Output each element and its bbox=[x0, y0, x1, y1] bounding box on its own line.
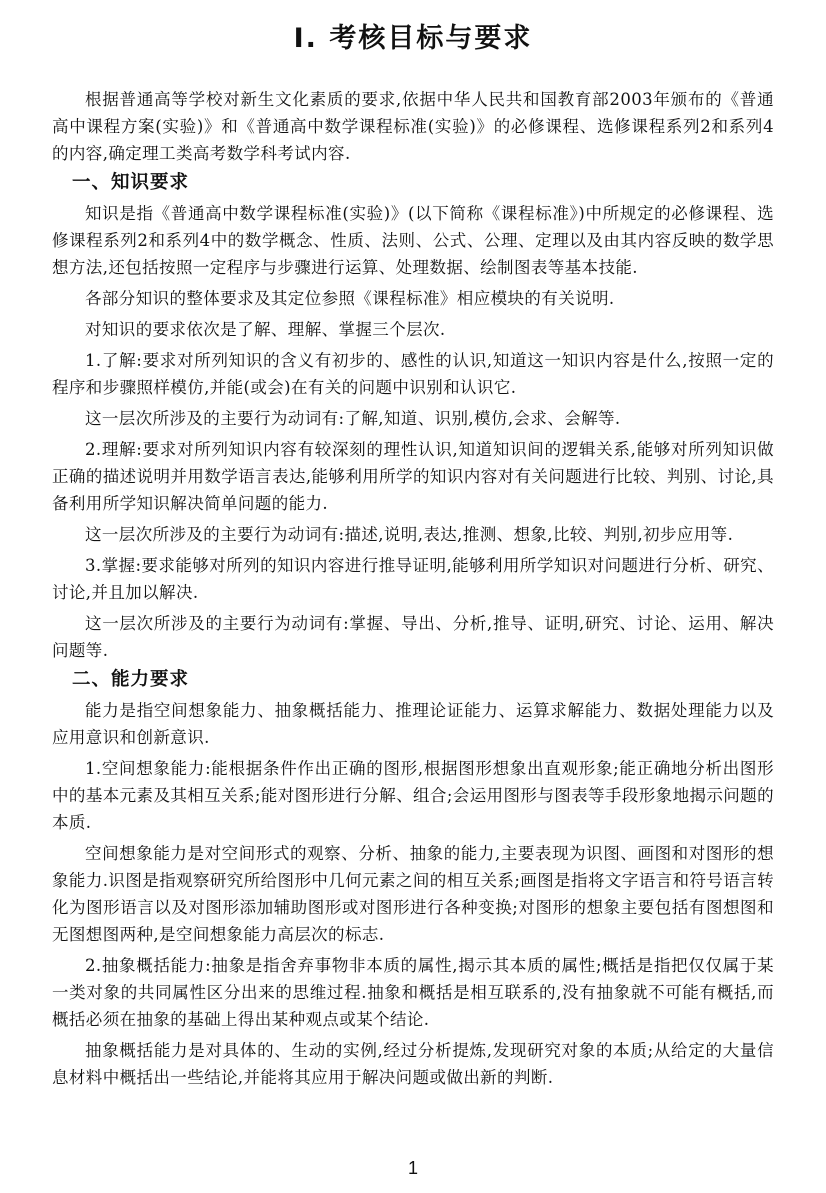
knowledge-reference-paragraph: 各部分知识的整体要求及其定位参照《课程标准》相应模块的有关说明. bbox=[85, 289, 615, 308]
level-master-paragraph: 3.掌握:要求能够对所列的知识内容进行推导证明,能够利用所学知识对问题进行分析、研究、讨论,并且加以解决. bbox=[52, 556, 774, 602]
intro-paragraph: 根据普通高等学校对新生文化素质的要求,依据中华人民共和国教育部2003年颁布的《普通高中课程方案(实验)》和《普通高中数学课程标准(实验)》的必修课程、选修课程系列2和系列4的内容,确定理工类高考数学科考试内容. bbox=[52, 90, 774, 163]
abstraction-ability-detail-paragraph: 抽象概括能力是对具体的、生动的实例,经过分析提炼,发现研究对象的本质;从给定的大量信息材料中概括出一些结论,并能将其应用于解决问题或做出新的判断. bbox=[52, 1041, 774, 1087]
spatial-ability-detail-paragraph: 空间想象能力是对空间形式的观察、分析、抽象的能力,主要表现为识图、画图和对图形的想象能力.识图是指观察研究所给图形中几何元素之间的相互关系;画图是指将文字语言和符号语言转化为图形语言以及对图形添加辅助图形或对图形进行各种变换;对图形的想象主要包括有图想图和无图想图两种,是空间想象能力高层次的标志. bbox=[52, 844, 774, 944]
section-heading-ability: 二、能力要求 bbox=[72, 669, 190, 690]
level-comprehend-verbs: 这一层次所涉及的主要行为动词有:描述,说明,表达,推测、想象,比较、判别,初步应用等. bbox=[85, 525, 734, 544]
page-number: 1 bbox=[407, 1158, 418, 1178]
knowledge-levels-paragraph: 对知识的要求依次是了解、理解、掌握三个层次. bbox=[85, 320, 446, 339]
page-title: Ⅰ. 考核目标与要求 bbox=[293, 23, 533, 54]
spatial-ability-paragraph: 1.空间想象能力:能根据条件作出正确的图形,根据图形想象出直观形象;能正确地分析出图形中的基本元素及其相互关系;能对图形进行分解、组合;会运用图形与图表等手段形象地揭示问题的本质. bbox=[52, 759, 774, 832]
knowledge-definition-paragraph: 知识是指《普通高中数学课程标准(实验)》(以下简称《课程标准》)中所规定的必修课程、选修课程系列2和系列4中的数学概念、性质、法则、公式、公理、定理以及由其内容反映的数学思想方法,还包括按照一定程序与步骤进行运算、处理数据、绘制图表等基本技能. bbox=[52, 204, 774, 277]
level-understand-basic-paragraph: 1.了解:要求对所列知识的含义有初步的、感性的认识,知道这一知识内容是什么,按照一定的程序和步骤照样模仿,并能(或会)在有关的问题中识别和认识它. bbox=[52, 351, 774, 397]
abstraction-ability-paragraph: 2.抽象概括能力:抽象是指舍弃事物非本质的属性,揭示其本质的属性;概括是指把仅仅属于某一类对象的共同属性区分出来的思维过程.抽象和概括是相互联系的,没有抽象就不可能有概括,而概括必须在抽象的基础上得出某种观点或某个结论. bbox=[52, 956, 774, 1029]
level-master-verbs: 这一层次所涉及的主要行为动词有:掌握、导出、分析,推导、证明,研究、讨论、运用、解决问题等. bbox=[52, 614, 774, 660]
level-comprehend-paragraph: 2.理解:要求对所列知识内容有较深刻的理性认识,知道知识间的逻辑关系,能够对所列知识做正确的描述说明并用数学语言表达,能够利用所学的知识内容对有关问题进行比较、判别、讨论,具备利用所学知识解决简单问题的能力. bbox=[52, 440, 774, 513]
section-heading-knowledge: 一、知识要求 bbox=[72, 172, 190, 193]
ability-definition-paragraph: 能力是指空间想象能力、抽象概括能力、推理论证能力、运算求解能力、数据处理能力以及应用意识和创新意识. bbox=[52, 701, 774, 747]
level-understand-basic-verbs: 这一层次所涉及的主要行为动词有:了解,知道、识别,模仿,会求、会解等. bbox=[85, 409, 621, 428]
